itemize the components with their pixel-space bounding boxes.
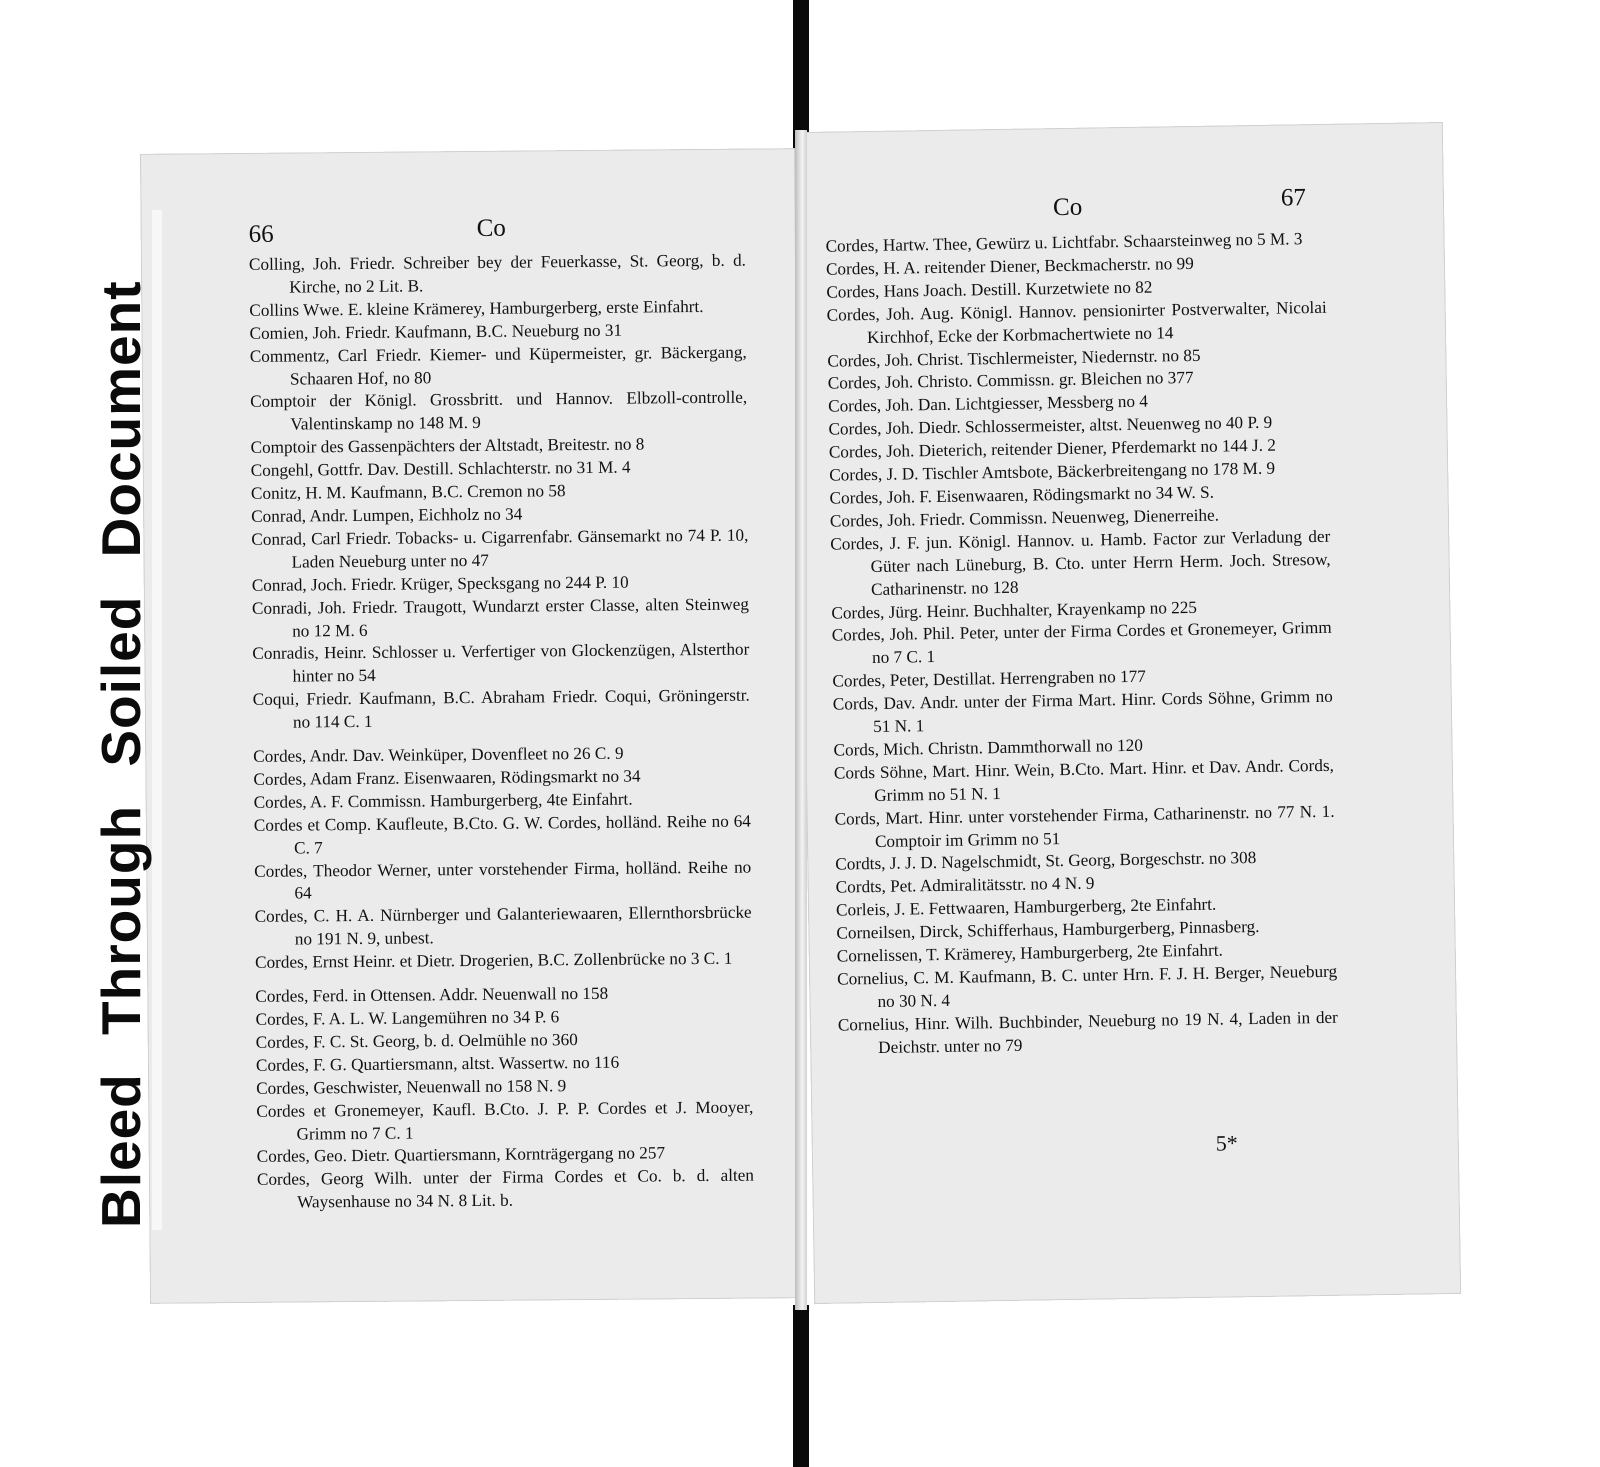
- directory-entry: Conrad, Carl Friedr. Tobacks- u. Cigarrenfabr. Gänsemarkt no 74 P. 10, Laden Neueburg unter no 47: [251, 525, 749, 572]
- directory-entry: Cordes, Joh. Friedr. Commissn. Neuenweg, Dienerreihe.: [829, 505, 1220, 531]
- directory-entry: Cordes, Hans Joach. Destill. Kurzetwiete no 82: [826, 277, 1153, 302]
- directory-entry: Conradi, Joh. Friedr. Traugott, Wundarzt erster Classe, alten Steinweg no 12 M. 6: [251, 594, 750, 641]
- directory-entry: Cordes, A. F. Commissn. Hamburgerberg, 4te Einfahrt.: [253, 789, 633, 812]
- binding-strip-bottom: [793, 1305, 809, 1467]
- directory-entry: Cordes, C. H. A. Nürnberger und Galanteriewaaren, Ellernthorsbrücke no 191 N. 9, unbest.: [254, 902, 752, 949]
- directory-entry: Cords, Mart. Hinr. unter vorstehender Firma, Catharinenstr. no 77 N. 1. Comptoir im Grimm no 51: [834, 801, 1335, 851]
- book-gutter: [795, 130, 807, 1310]
- directory-entry: Colling, Joh. Friedr. Schreiber bey der Feuerkasse, St. Georg, b. d. Kirche, no 2 Lit. B.: [248, 250, 747, 297]
- directory-entry: Comptoir der Königl. Grossbritt. und Hannov. Elbzoll-controlle, Valentinskamp no 148 M. 9: [250, 388, 748, 434]
- directory-entry: Cordes, J. D. Tischler Amtsbote, Bäckerbreitengang no 178 M. 9: [829, 458, 1276, 485]
- directory-entry: Cordes, Joh. F. Eisenwaaren, Rödingsmarkt no 34 W. S.: [829, 482, 1215, 508]
- directory-entry: Cordes, Ernst Heinr. et Dietr. Drogerien, B.C. Zollenbrücke no 3 C. 1: [254, 948, 733, 973]
- directory-entry: Cords, Dav. Andr. unter der Firma Mart. Hinr. Cords Söhne, Grimm no 51 N. 1: [832, 686, 1333, 737]
- directory-entry: Corneilsen, Dirck, Schifferhaus, Hamburgerberg, Pinnasberg.: [836, 917, 1260, 943]
- directory-entry: Cordts, Pet. Admiralitätsstr. no 4 N. 9: [835, 873, 1095, 897]
- directory-entry: Cordes, Joh. Dieterich, reitender Diener, Pferdemarkt no 144 J. 2: [828, 435, 1276, 462]
- left-page-number: 66: [248, 220, 274, 248]
- directory-entry: Conrad, Andr. Lumpen, Eichholz no 34: [251, 504, 523, 526]
- directory-entry: Cordes, Joh. Diedr. Schlossermeister, altst. Neuenweg no 40 P. 9: [828, 412, 1273, 439]
- directory-entry: Cordes, Ferd. in Ottensen. Addr. Neuenwall no 158: [255, 983, 609, 1006]
- directory-entry: Collins Wwe. E. kleine Krämerey, Hamburgerberg, erste Einfahrt.: [249, 296, 704, 320]
- directory-entry: Coqui, Friedr. Kaufmann, B.C. Abraham Friedr. Coqui, Gröningerstr. no 114 C. 1: [252, 685, 750, 732]
- directory-entry: Cordes, Adam Franz. Eisenwaaren, Rödingsmarkt no 34: [253, 766, 641, 789]
- directory-entry: Cordes et Gronemeyer, Kaufl. B.Cto. J. P. P. Cordes et J. Mooyer, Grimm no 7 C. 1: [256, 1097, 754, 1144]
- directory-entry: Cornelissen, T. Krämerey, Hamburgerberg, 2te Einfahrt.: [836, 940, 1224, 966]
- directory-entry: Cordes, Joh. Christo. Commissn. gr. Bleichen no 377: [827, 368, 1194, 394]
- directory-entry: Cordes, Georg Wilh. unter der Firma Cordes et Co. b. d. alten Waysenhause no 34 N. 8 Lit. b.: [256, 1165, 755, 1212]
- directory-entry: Commentz, Carl Friedr. Kiemer- und Küpermeister, gr. Bäckergang, Schaaren Hof, no 80: [249, 342, 747, 389]
- directory-entry: Cordes, Joh. Dan. Lichtgiesser, Messberg no 4: [827, 392, 1149, 417]
- directory-entry: Conradis, Heinr. Schlosser u. Verfertiger von Glockenzügen, Alsterthor hinter no 54: [252, 639, 750, 686]
- directory-entry: Cords Söhne, Mart. Hinr. Wein, B.Cto. Mart. Hinr. et Dav. Andr. Cords, Grimm no 51 N. 1: [833, 755, 1334, 805]
- directory-entry: Comien, Joh. Friedr. Kaufmann, B.C. Neueburg no 31: [249, 320, 623, 343]
- directory-entry: Cordes, H. A. reitender Diener, Beckmacherstr. no 99: [825, 253, 1194, 279]
- watermark-label: Bleed Through Soiled Document: [90, 280, 152, 1228]
- directory-entry: Cordes, Joh. Christ. Tischlermeister, Niedernstr. no 85: [827, 345, 1201, 371]
- directory-entry: Cordes, F. C. St. Georg, b. d. Oelmühle no 360: [255, 1030, 578, 1052]
- directory-entry: Cordes, Geo. Dietr. Quartiersmann, Kornträgergang no 257: [256, 1143, 666, 1167]
- left-page: [140, 148, 805, 1304]
- directory-entry: Cordes, J. F. jun. Königl. Hannov. u. Hamb. Factor zur Verladung der Güter nach Lüneburg, B. Cto. unter Herrn Herm. Joch. Stresow, Catharinenstr. no 128: [830, 526, 1331, 599]
- label-backing: [152, 210, 162, 1230]
- directory-entry: Cordes, Joh. Phil. Peter, unter der Firma Cordes et Gronemeyer, Grimm no 7 C. 1: [831, 618, 1332, 668]
- directory-entry: Cornelius, C. M. Kaufmann, B. C. unter Hrn. F. J. H. Berger, Neueburg no 30 N. 4: [836, 961, 1338, 1011]
- directory-entry: Congehl, Gottfr. Dav. Destill. Schlachterstr. no 31 M. 4: [250, 457, 631, 481]
- directory-entry: Cordes, F. G. Quartiersmann, altst. Wassertw. no 116: [255, 1052, 620, 1075]
- directory-entry: Cornelius, Hinr. Wilh. Buchbinder, Neueburg no 19 N. 4, Laden in der Deichstr. unter no 79: [837, 1007, 1338, 1057]
- directory-entry: Conrad, Joch. Friedr. Krüger, Specksgang no 244 P. 10: [251, 572, 629, 595]
- directory-entry: Cordes, Peter, Destillat. Herrengraben no 177: [832, 666, 1146, 691]
- directory-entry: Cordes, Jürg. Heinr. Buchhalter, Krayenkamp no 225: [831, 597, 1198, 623]
- directory-entry: Cordes, Joh. Aug. Königl. Hannov. pensionirter Postverwalter, Nicolai Kirchhof, Ecke der Korbmachertwiete no 14: [826, 297, 1327, 347]
- right-running-head: Co: [1052, 193, 1083, 222]
- directory-entry: Cordes, Hartw. Thee, Gewürz u. Lichtfabr. Schaarsteinweg no 5 M. 3: [825, 229, 1303, 256]
- directory-entry: Comptoir des Gassenpächters der Altstadt, Breitestr. no 8: [250, 434, 645, 458]
- left-entry-list: [249, 250, 754, 1215]
- directory-entry: Cordes et Comp. Kaufleute, B.Cto. G. W. Cordes, holländ. Reihe no 64 C. 7: [253, 811, 751, 858]
- right-page-number: 67: [1280, 184, 1307, 212]
- signature-mark: 5*: [1215, 1130, 1238, 1156]
- right-entry-list: [825, 228, 1338, 1060]
- left-running-head: Co: [476, 214, 506, 242]
- directory-entry: Cordes, F. A. L. W. Langemühren no 34 P. 6: [255, 1007, 560, 1029]
- directory-entry: Cordts, J. J. D. Nagelschmidt, St. Georg, Borgeschstr. no 308: [835, 848, 1257, 875]
- right-page: [796, 122, 1461, 1304]
- directory-entry: Conitz, H. M. Kaufmann, B.C. Cremon no 58: [250, 481, 566, 503]
- directory-entry: Cordes, Andr. Dav. Weinküper, Dovenfleet no 26 C. 9: [253, 743, 624, 766]
- directory-entry: Cords, Mich. Christn. Dammthorwall no 120: [833, 735, 1144, 760]
- directory-entry: Corleis, J. E. Fettwaaren, Hamburgerberg, 2te Einfahrt.: [835, 894, 1217, 920]
- directory-entry: Cordes, Theodor Werner, unter vorstehender Firma, holländ. Reihe no 64: [254, 857, 752, 904]
- directory-entry: Cordes, Geschwister, Neuenwall no 158 N. 9: [256, 1075, 567, 1098]
